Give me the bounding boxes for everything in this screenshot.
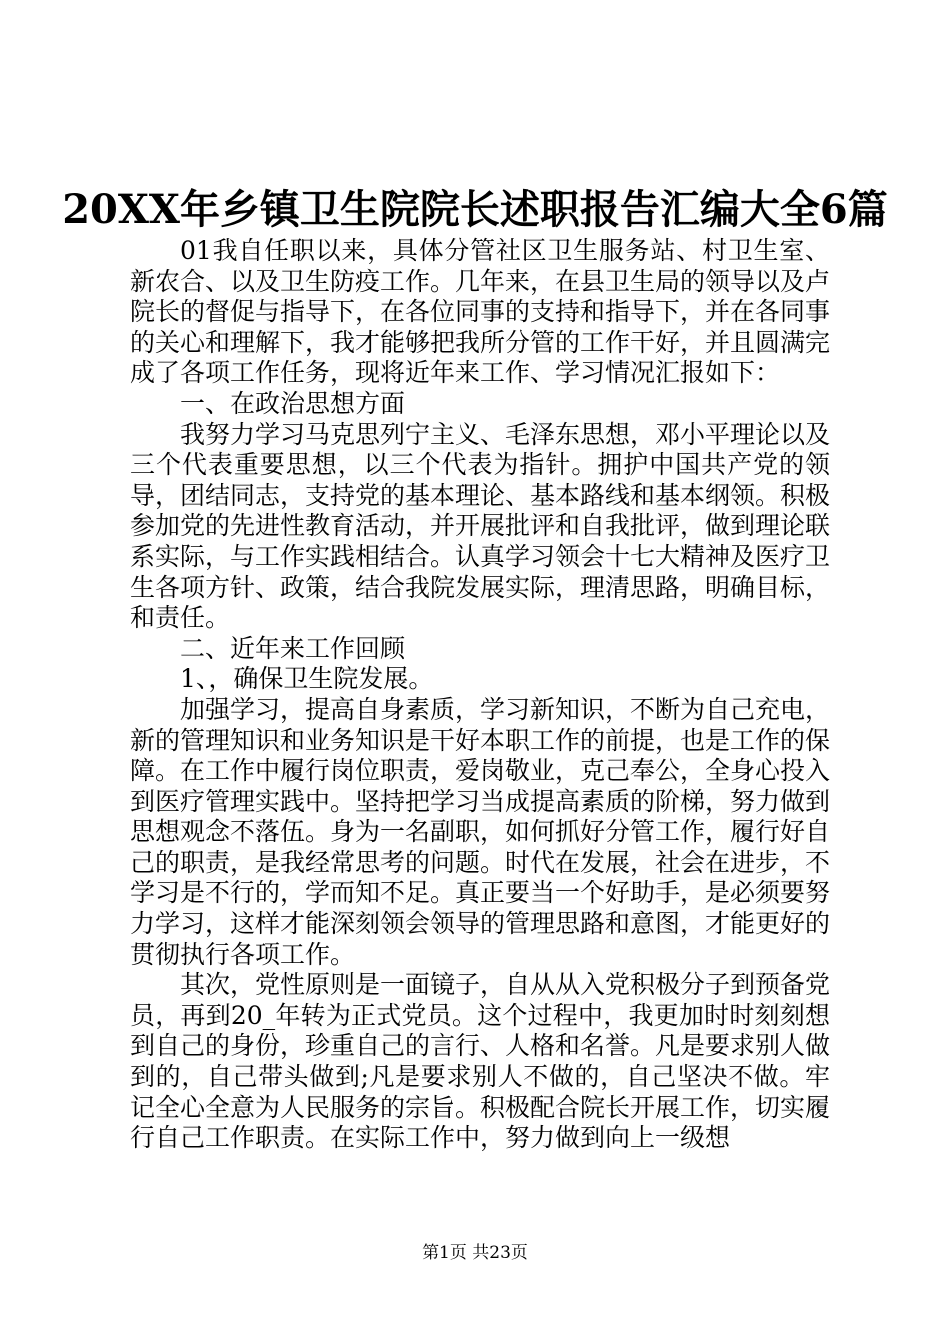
document-title: 20XX年乡镇卫生院院长述职报告汇编大全6篇	[62, 186, 888, 233]
paragraph-party: 其次，党性原则是一面镜子，自从从入党积极分子到预备党员，再到20_年转为正式党员。这个过程中，我更加时时刻刻想到自己的身份，珍重自己的言行、人格和名誉。凡是要求别人做到的，自己带头做到;凡是要求别人不做的，自己坚决不做。牢记全心全意为人民服务的宗旨。积极配合院长开展工作，切实履行自己工作职责。在实际工作中，努力做到向上一级想	[130, 970, 831, 1153]
paragraph-intro: 01我自任职以来，具体分管社区卫生服务站、村卫生室、新农合、以及卫生防疫工作。几年来，在县卫生局的领导以及卢院长的督促与指导下，在各位同事的支持和指导下，并在各同事的关心和理解下，我才能够把我所分管的工作干好，并且圆满完成了各项工作任务，现将近年来工作、学习情况汇报如下：	[130, 236, 831, 388]
document-body	[130, 236, 830, 1154]
paragraph-politics: 我努力学习马克思列宁主义、毛泽东思想，邓小平理论以及三个代表重要思想，以三个代表为指针。拥护中国共产党的领导，团结同志，支持党的基本理论、基本路线和基本纲领。积极参加党的先进性教育活动，并开展批评和自我批评，做到理论联系实际，与工作实践相结合。认真学习领会十七大精神及医疗卫生各项方针、政策，结合我院发展实际，理清思路，明确目标，和责任。	[130, 419, 831, 633]
section-heading-review: 二、近年来工作回顾	[180, 633, 406, 663]
page-indicator: 第1页 共23页	[422, 1243, 528, 1263]
subheading-development: 1、，确保卫生院发展。	[180, 664, 434, 694]
paragraph-study: 加强学习，提高自身素质，学习新知识，不断为自己充电，新的管理知识和业务知识是干好本职工作的前提，也是工作的保障。在工作中履行岗位职责，爱岗敬业，克己奉公，全身心投入到医疗管理实践中。坚持把学习当成提高素质的阶梯，努力做到思想观念不落伍。身为一名副职，如何抓好分管工作，履行好自己的职责，是我经常思考的问题。时代在发展，社会在进步，不学习是不行的，学而知不足。真正要当一个好助手，是必须要努力学习，这样才能深刻领会领导的管理思路和意图，才能更好的贯彻执行各项工作。	[130, 694, 831, 969]
section-heading-politics: 一、在政治思想方面	[180, 388, 406, 418]
